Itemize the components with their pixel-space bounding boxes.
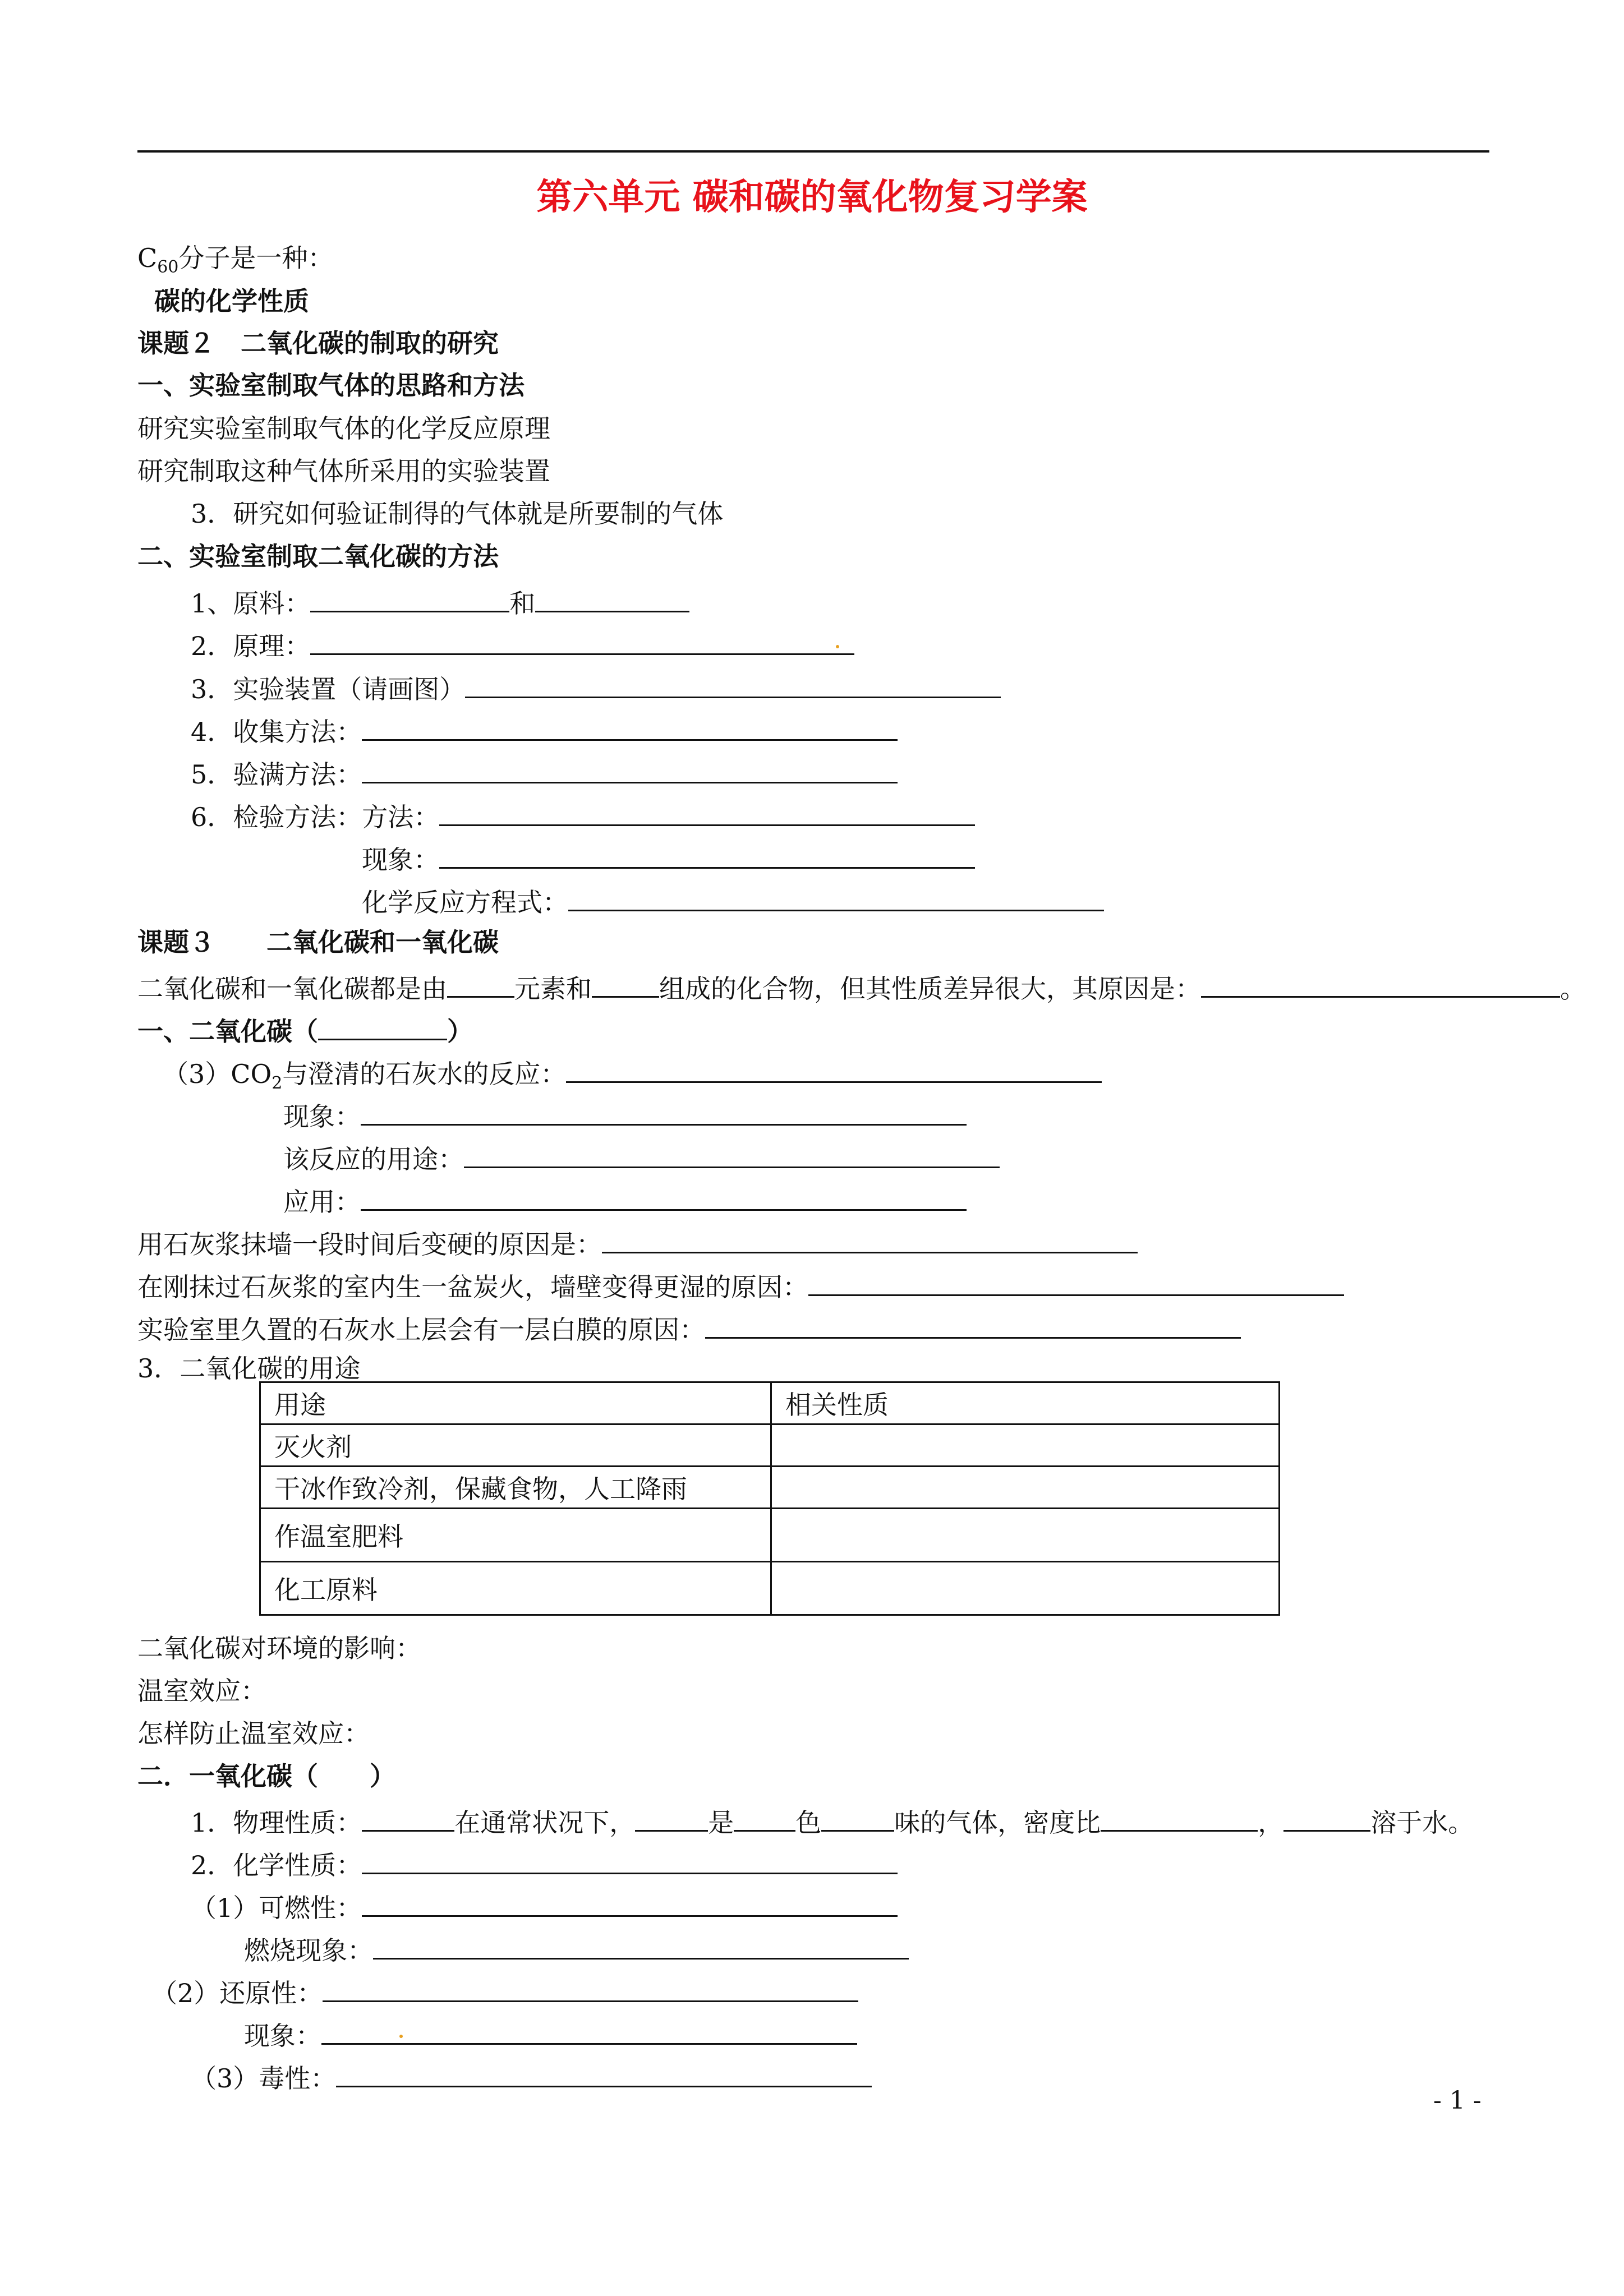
topic2-sec2: 二、实验室制取二氧化碳的方法	[137, 541, 499, 571]
table-row	[260, 1509, 1280, 1562]
topic2-sec1: 一、实验室制取气体的思路和方法	[137, 370, 525, 400]
white-film-line: 实验室里久置的石灰水上层会有一层白膜的原因：	[137, 1308, 1241, 1348]
table-header-row	[260, 1382, 1280, 1424]
env-impact-line: 二氧化碳对环境的影响：	[137, 1633, 421, 1663]
test-equation-blank[interactable]	[568, 880, 1104, 911]
table-row	[260, 1562, 1280, 1615]
principle-blank[interactable]	[310, 624, 854, 655]
co2-uses-table	[259, 1381, 1280, 1616]
c60-line: $C_{60}$分子是一种：	[137, 243, 334, 278]
co-chemical-blank[interactable]	[362, 1843, 898, 1874]
reason-blank[interactable]	[1201, 967, 1560, 998]
co-toxicity-blank[interactable]	[336, 2057, 872, 2087]
wall-harden-line: 用石灰浆抹墙一段时间后变硬的原因是：	[137, 1223, 1138, 1262]
topic3-heading: 课题３ 二氧化碳和一氧化碳	[137, 927, 499, 957]
co-combustibility-line: （1）可燃性：	[191, 1886, 898, 1926]
stray-mark	[836, 645, 839, 648]
topic3-intro: 二氧化碳和一氧化碳都是由 元素和 组成的化合物，但其性质差异很大，其原因是： 。	[137, 967, 1586, 1007]
wall-harden-blank[interactable]	[602, 1223, 1138, 1253]
material-blank-2[interactable]	[535, 582, 689, 612]
principle-line: 2．原理：	[191, 624, 854, 664]
table-cell-use: 作温室肥料	[260, 1509, 771, 1562]
page-title: 第六单元 碳和碳的氧化物复习学案	[536, 177, 1088, 218]
test-method-line: 6．检验方法：方法：	[191, 795, 975, 835]
material-blank-1[interactable]	[310, 582, 509, 612]
white-film-blank[interactable]	[705, 1308, 1241, 1339]
greenhouse-line: 温室效应：	[137, 1676, 266, 1706]
co-combustion-phenomenon-blank[interactable]	[373, 1929, 909, 1960]
apparatus-blank[interactable]	[465, 667, 1001, 698]
table-cell-property[interactable]	[771, 1424, 1280, 1467]
carbon-chem-heading: 碳的化学性质	[154, 286, 309, 316]
prevent-greenhouse-line: 怎样防止温室效应：	[137, 1718, 370, 1749]
co-toxicity-line: （3）毒性：	[191, 2057, 872, 2096]
table-cell-use: 化工原料	[260, 1562, 771, 1615]
full-check-blank[interactable]	[362, 753, 898, 783]
apparatus-line: 3．实验装置（请画图）	[191, 667, 1001, 707]
table-cell-property[interactable]	[771, 1467, 1280, 1509]
full-check-line: 5．验满方法：	[191, 753, 898, 792]
stray-mark	[399, 2035, 403, 2038]
header-rule	[137, 150, 1489, 153]
material-line: 1、原料： 和	[191, 582, 689, 621]
reaction-use-blank[interactable]	[464, 1137, 1000, 1168]
co-physical-line: 1．物理性质： 在通常状况下， 是 色 味的气体，密度比 ， 溶于水。	[191, 1801, 1474, 1841]
test-phenomenon-blank[interactable]	[439, 838, 975, 869]
co-phys-blank-5[interactable]	[1101, 1801, 1258, 1832]
application-blank[interactable]	[361, 1180, 967, 1211]
co-phys-blank-6[interactable]	[1283, 1801, 1370, 1832]
topic2-line2: 研究制取这种气体所采用的实验装置	[137, 456, 550, 486]
co-reducibility-blank[interactable]	[323, 1971, 858, 2002]
table-header-use: 用途	[260, 1382, 771, 1424]
collect-line: 4．收集方法：	[191, 710, 898, 750]
table-cell-property[interactable]	[771, 1509, 1280, 1562]
page-number: - 1 -	[1433, 2086, 1482, 2115]
co2-formula-blank[interactable]	[318, 1009, 447, 1040]
co-reducibility-line: （2）还原性：	[151, 1971, 858, 2011]
collect-blank[interactable]	[362, 710, 898, 741]
element-blank-2[interactable]	[592, 967, 659, 998]
reaction-use-line: 该反应的用途：	[283, 1137, 1000, 1177]
topic2-line3: 3．研究如何验证制得的气体就是所要制的气体	[191, 499, 724, 529]
co-combustibility-blank[interactable]	[362, 1886, 898, 1917]
table-row	[260, 1424, 1280, 1467]
co-phys-blank-1[interactable]	[362, 1801, 454, 1832]
co-reduction-phenomenon-line: 现象：	[244, 2014, 857, 2054]
wall-wet-blank[interactable]	[808, 1265, 1344, 1296]
table-header-property: 相关性质	[771, 1382, 1280, 1424]
co-reduction-phenomenon-blank[interactable]	[321, 2014, 857, 2045]
limewater-line: $(3)CO_2$与澄清的石灰水的反应：	[163, 1052, 1102, 1101]
table-cell-use: 干冰作致冷剂，保藏食物，人工降雨	[260, 1467, 771, 1509]
limewater-blank[interactable]	[566, 1052, 1102, 1083]
co-combustion-phenomenon-line: 燃烧现象：	[244, 1929, 909, 1968]
co-phys-blank-4[interactable]	[821, 1801, 894, 1832]
test-phenomenon-line: 现象：	[362, 838, 975, 878]
table-row	[260, 1467, 1280, 1509]
limewater-phenomenon-line: 现象：	[283, 1095, 967, 1135]
topic2-heading: 课题２ 二氧化碳的制取的研究	[137, 328, 499, 358]
co-phys-blank-2[interactable]	[635, 1801, 708, 1832]
element-blank-1[interactable]	[447, 967, 514, 998]
co-section-heading: 二．一氧化碳（ ）	[137, 1761, 395, 1791]
co2-uses-title: 3．二氧化碳的用途	[137, 1353, 361, 1384]
test-equation-line: 化学反应方程式：	[362, 880, 1104, 920]
application-line: 应用：	[283, 1180, 967, 1220]
co2-section-heading: 一、二氧化碳（ ）	[137, 1009, 473, 1049]
table-cell-property[interactable]	[771, 1562, 1280, 1615]
co-chemical-line: 2．化学性质：	[191, 1843, 898, 1883]
limewater-phenomenon-blank[interactable]	[361, 1095, 967, 1126]
test-method-blank[interactable]	[439, 795, 975, 826]
table-cell-use: 灭火剂	[260, 1424, 771, 1467]
co-phys-blank-3[interactable]	[734, 1801, 795, 1832]
topic2-line1: 研究实验室制取气体的化学反应原理	[137, 413, 550, 444]
wall-wet-line: 在刚抹过石灰浆的室内生一盆炭火，墙壁变得更湿的原因：	[137, 1265, 1344, 1305]
